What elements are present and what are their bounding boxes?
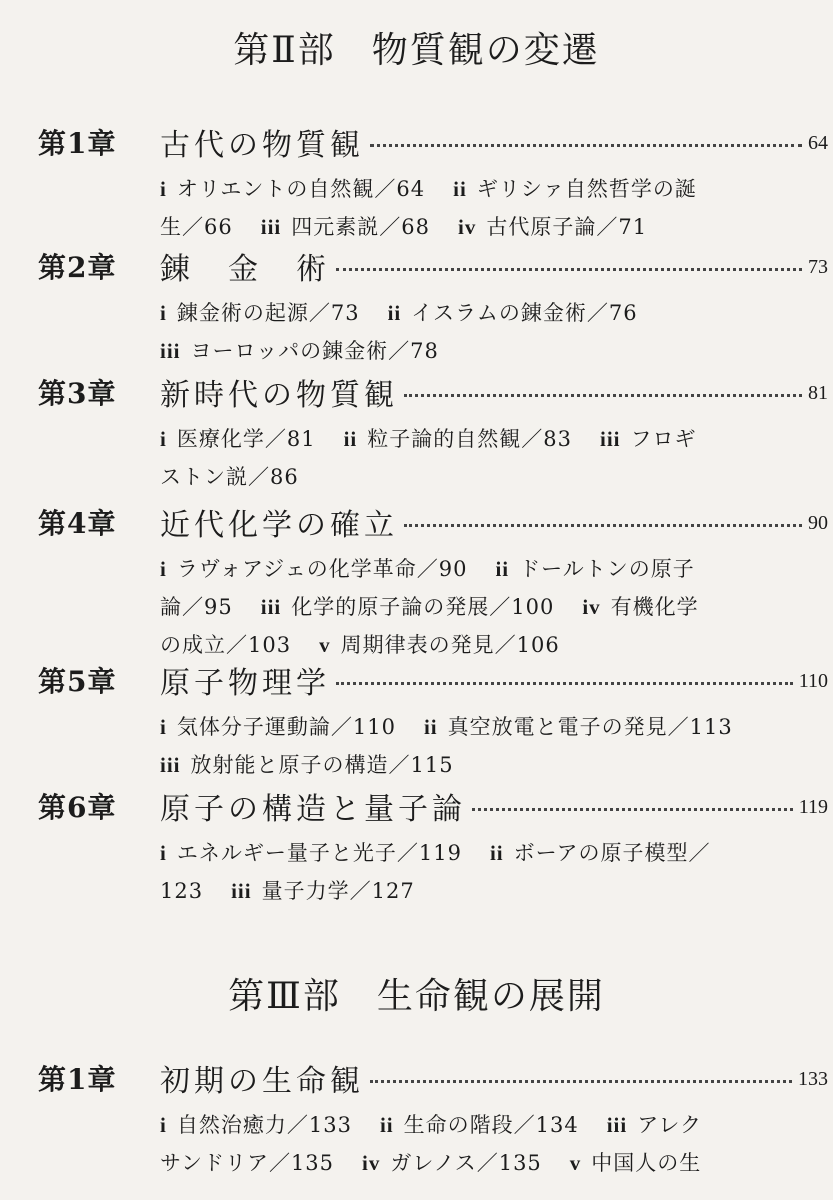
section-text: フロギ xyxy=(630,427,697,451)
leader-dots xyxy=(370,144,802,147)
chapter-number: 第2章 xyxy=(38,251,117,284)
section-item xyxy=(344,427,572,451)
section-text: 医療化学／81 xyxy=(176,427,316,451)
section-text: 放射能と原子の構造／115 xyxy=(190,753,454,777)
chapter-page-number: 64 xyxy=(808,132,828,154)
chapter-number: 第3章 xyxy=(38,377,117,410)
chapter-heading xyxy=(38,1058,828,1098)
chapter-page-number: 110 xyxy=(798,670,828,692)
section-item xyxy=(458,215,647,239)
section-text: 生命の階段／134 xyxy=(403,1113,579,1137)
section-text: オリエントの自然観／64 xyxy=(176,177,426,201)
section-line xyxy=(160,332,788,370)
section-text: ギリシァ自然哲学の誕 xyxy=(476,177,697,201)
section-line xyxy=(160,1144,788,1182)
chapter-entry xyxy=(38,660,828,784)
section-item xyxy=(261,595,555,619)
section-list xyxy=(160,294,788,370)
section-roman-numeral: i xyxy=(160,427,167,451)
section-text: 化学的原子論の発展／100 xyxy=(291,595,555,619)
chapter-number: 第5章 xyxy=(38,665,117,698)
section-item xyxy=(570,1151,702,1175)
leader-dots xyxy=(370,1080,792,1083)
section-roman-numeral: ii xyxy=(387,301,402,325)
chapter-entry xyxy=(38,786,828,910)
section-list xyxy=(160,170,788,246)
section-item xyxy=(319,633,560,657)
section-list xyxy=(160,708,788,784)
part-2-title xyxy=(0,22,833,73)
section-roman-numeral: iv xyxy=(457,215,477,239)
section-roman-numeral: iii xyxy=(599,427,621,451)
chapter-title: 原子の構造と量子論 xyxy=(160,784,468,828)
chapter-entry xyxy=(38,1058,828,1182)
section-roman-numeral: i xyxy=(160,301,167,325)
chapter-number: 第1章 xyxy=(38,127,117,160)
section-text: ボーアの原子模型／ xyxy=(513,841,711,865)
chapter-number: 第6章 xyxy=(38,791,117,824)
section-item xyxy=(160,1151,334,1175)
section-line xyxy=(160,872,788,910)
section-item xyxy=(362,1151,542,1175)
section-text: ドールトンの原子 xyxy=(519,557,695,581)
chapter-title: 原子物理学 xyxy=(160,658,332,702)
section-roman-numeral: ii xyxy=(453,177,467,201)
chapter-title: 近代化学の確立 xyxy=(160,500,400,544)
section-roman-numeral: iii xyxy=(231,879,252,903)
chapter-title: 錬 金 術 xyxy=(160,244,332,288)
leader-dots xyxy=(472,808,793,811)
section-roman-numeral: v xyxy=(319,633,331,657)
section-item xyxy=(160,753,454,777)
section-item xyxy=(495,557,694,581)
section-roman-numeral: i xyxy=(160,841,167,865)
section-text: 周期律表の発見／106 xyxy=(340,633,560,657)
section-text: ガレノス／135 xyxy=(390,1151,542,1175)
section-item xyxy=(388,301,638,325)
section-item xyxy=(160,427,316,451)
chapter-heading xyxy=(38,246,828,286)
section-roman-numeral: i xyxy=(160,177,167,201)
section-list xyxy=(160,1106,788,1182)
section-text: アレク xyxy=(637,1113,702,1137)
chapter-number: 第1章 xyxy=(38,1063,117,1096)
section-line xyxy=(160,170,788,208)
section-roman-numeral: ii xyxy=(423,715,438,739)
section-roman-numeral: ii xyxy=(343,427,358,451)
chapter-title: 初期の生命観 xyxy=(160,1056,366,1100)
section-list xyxy=(160,550,788,664)
section-line xyxy=(160,550,788,588)
section-item xyxy=(490,841,711,865)
section-roman-numeral: ii xyxy=(489,841,504,865)
chapter-heading xyxy=(38,502,828,542)
section-line xyxy=(160,746,788,784)
chapter-entry xyxy=(38,122,828,246)
section-list xyxy=(160,420,788,496)
leader-dots xyxy=(336,682,793,685)
section-roman-numeral: iii xyxy=(606,1113,628,1137)
section-text: エネルギー量子と光子／119 xyxy=(176,841,462,865)
section-text: 有機化学 xyxy=(610,595,699,619)
chapter-entry xyxy=(38,502,828,664)
section-roman-numeral: iv xyxy=(362,1151,381,1175)
section-roman-numeral: iii xyxy=(160,339,181,363)
leader-dots xyxy=(336,268,802,271)
part-label: 第Ⅱ部 xyxy=(233,30,336,71)
section-text: の成立／103 xyxy=(160,633,292,657)
section-text: 123 xyxy=(160,879,204,903)
section-text: 量子力学／127 xyxy=(261,879,415,903)
section-item xyxy=(231,879,415,903)
section-roman-numeral: i xyxy=(160,1113,167,1137)
section-item xyxy=(160,301,360,325)
section-item xyxy=(160,633,291,657)
section-line xyxy=(160,420,788,458)
chapter-entry xyxy=(38,246,828,370)
chapter-heading xyxy=(38,372,828,412)
section-item xyxy=(160,595,233,619)
section-item xyxy=(160,557,467,581)
chapter-heading xyxy=(38,122,828,162)
section-item xyxy=(600,427,697,451)
section-text: サンドリア／135 xyxy=(160,1151,335,1175)
section-text: ストン説／86 xyxy=(160,465,299,489)
section-item xyxy=(160,715,396,739)
section-item xyxy=(424,715,733,739)
section-text: 生／66 xyxy=(160,215,233,239)
section-line xyxy=(160,208,788,246)
section-item xyxy=(160,465,299,489)
section-text: 中国人の生 xyxy=(591,1151,702,1175)
part-name: 生命観の展開 xyxy=(376,976,605,1017)
chapter-page-number: 73 xyxy=(808,256,828,278)
section-roman-numeral: v xyxy=(569,1151,582,1175)
section-item xyxy=(160,215,233,239)
section-item xyxy=(261,215,430,239)
section-item xyxy=(160,841,462,865)
chapter-page-number: 119 xyxy=(798,796,828,818)
section-text: 真空放電と電子の発見／113 xyxy=(447,715,733,739)
section-text: ラヴォアジェの化学革命／90 xyxy=(176,557,468,581)
section-item xyxy=(607,1113,702,1137)
section-line xyxy=(160,708,788,746)
leader-dots xyxy=(404,524,802,527)
section-roman-numeral: iv xyxy=(582,595,601,619)
leader-dots xyxy=(404,394,802,397)
chapter-heading xyxy=(38,660,828,700)
chapter-title: 古代の物質観 xyxy=(160,120,366,164)
section-line xyxy=(160,1106,788,1144)
section-roman-numeral: ii xyxy=(379,1113,394,1137)
section-text: 論／95 xyxy=(160,595,233,619)
chapter-number: 第4章 xyxy=(38,507,117,540)
section-text: 古代原子論／71 xyxy=(486,215,648,239)
chapter-page-number: 81 xyxy=(808,382,828,404)
section-item xyxy=(160,1113,352,1137)
section-text: 四元素説／68 xyxy=(291,215,430,239)
section-text: 錬金術の起源／73 xyxy=(176,301,360,325)
section-item xyxy=(380,1113,579,1137)
section-line xyxy=(160,834,788,872)
section-item xyxy=(160,339,439,363)
part-name: 物質観の変遷 xyxy=(371,30,600,71)
part-3-title xyxy=(0,968,833,1019)
chapter-entry xyxy=(38,372,828,496)
part-label: 第Ⅲ部 xyxy=(228,976,341,1017)
section-roman-numeral: i xyxy=(160,557,167,581)
section-item xyxy=(582,595,698,619)
section-line xyxy=(160,294,788,332)
chapter-title: 新時代の物質観 xyxy=(160,370,400,414)
section-roman-numeral: iii xyxy=(260,215,282,239)
section-roman-numeral: iii xyxy=(260,595,282,619)
section-line xyxy=(160,458,788,496)
section-text: 気体分子運動論／110 xyxy=(176,715,396,739)
section-item xyxy=(453,177,697,201)
section-item xyxy=(160,879,203,903)
section-text: 粒子論的自然観／83 xyxy=(367,427,572,451)
section-text: イスラムの錬金術／76 xyxy=(411,301,638,325)
section-text: 自然治癒力／133 xyxy=(176,1113,352,1137)
section-roman-numeral: i xyxy=(160,715,167,739)
section-line xyxy=(160,588,788,626)
chapter-page-number: 133 xyxy=(798,1068,828,1090)
chapter-page-number: 90 xyxy=(808,512,828,534)
section-roman-numeral: ii xyxy=(495,557,510,581)
section-list xyxy=(160,834,788,910)
chapter-heading xyxy=(38,786,828,826)
section-text: ヨーロッパの錬金術／78 xyxy=(190,339,439,363)
section-roman-numeral: iii xyxy=(160,753,181,777)
section-item xyxy=(160,177,425,201)
